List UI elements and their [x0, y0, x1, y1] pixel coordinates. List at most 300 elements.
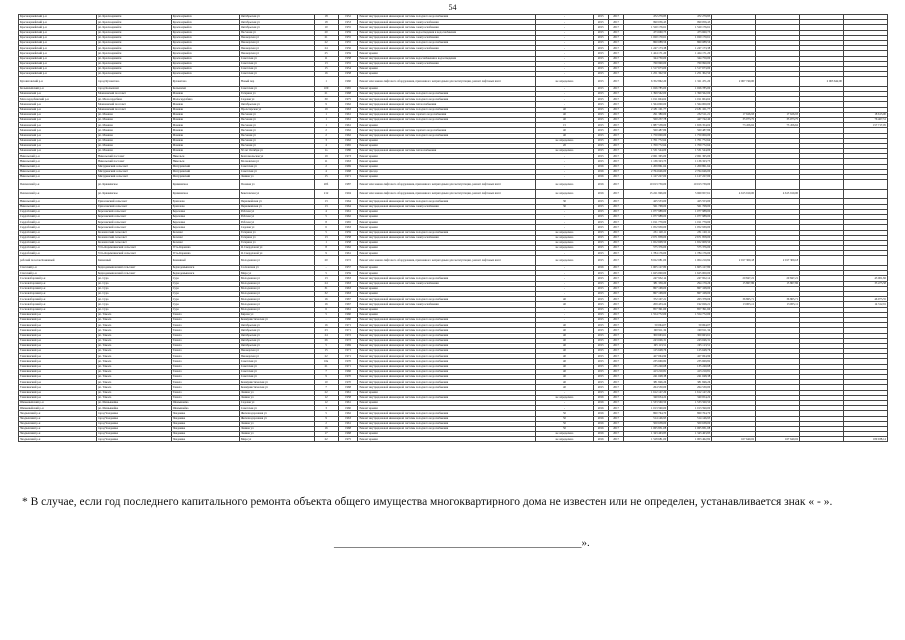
table-cell: 231 120,11 — [624, 230, 668, 235]
table-cell: 2 181 101,77 — [668, 107, 712, 112]
table-cell: 2017 — [608, 328, 623, 333]
table-cell: 2016 — [593, 432, 608, 437]
table-cell: 5 — [314, 230, 338, 235]
table-cell — [800, 437, 844, 442]
table-cell: 2017 — [608, 354, 623, 359]
table-cell: Песчаная ул — [239, 30, 314, 35]
table-cell: 16 — [314, 426, 338, 431]
table-cell: Беднодемьяновск — [171, 266, 239, 271]
table-cell: Мичуринский сельсовет — [97, 169, 172, 174]
table-cell: 1963 — [338, 286, 358, 291]
table-cell: 19 — [314, 154, 338, 159]
table-cell: 2 061 365,00 — [668, 154, 712, 159]
table-cell: 2016 — [593, 180, 608, 190]
table-cell: Ремонт крыши — [358, 246, 536, 251]
table-cell: 2017 — [608, 230, 623, 235]
table-cell: Сердобский р-н — [19, 209, 97, 214]
table-cell: Кряжимское — [171, 180, 239, 190]
table-cell: 2015 — [593, 302, 608, 307]
table-cell: 1958 — [338, 72, 358, 77]
table-cell: 18 — [314, 15, 338, 20]
table-cell: 17 — [314, 432, 338, 437]
table-cell: Мичуринский — [171, 164, 239, 169]
table-cell: 2017 — [608, 312, 623, 317]
table-cell: 1953 — [338, 20, 358, 25]
table-cell: 2 067 749,00 — [712, 77, 756, 87]
table-cell: 16 — [314, 72, 338, 77]
table-cell: 2015 — [593, 77, 608, 87]
table-cell: Ремонт внутридомовой инженерной системы холодного водоснабжения — [358, 328, 536, 333]
table-cell: Никольский р-н — [19, 175, 97, 180]
table-cell: Красноармейский р-н — [19, 15, 97, 20]
table-cell: Пионерская ул — [239, 40, 314, 45]
table-cell: Чаадаевский р-н — [19, 426, 97, 431]
table-cell: 2016 — [593, 426, 608, 431]
table-cell: 247 952,14 — [668, 276, 712, 281]
table-cell: 561 768,00 — [668, 204, 712, 209]
table-cell: 1962 — [338, 128, 358, 133]
table-cell: рп. Красноармейск — [97, 40, 172, 45]
table-cell: Ремонт крыши — [358, 175, 536, 180]
table-cell: 1 077 988,00 — [668, 209, 712, 214]
table-cell: 73 456,62 — [756, 123, 800, 128]
table-cell: 2015 — [593, 246, 608, 251]
table-cell: Первомайская ул — [239, 204, 314, 209]
table-cell: Ремонт крыши — [358, 406, 536, 411]
table-cell: Красноармейский р-н — [19, 46, 97, 51]
table-cell: Шемышейка — [171, 406, 239, 411]
table-cell: Ремонт фасада — [358, 169, 536, 174]
table-cell: рп. Тамала — [97, 338, 172, 343]
table-cell: 381 846,26 — [624, 380, 668, 385]
table-cell: Тамала — [171, 375, 239, 380]
table-cell: рп. Кряжимское — [97, 180, 172, 190]
table-cell: 212 — [314, 189, 338, 199]
table-cell: Красноармейский р-н — [19, 35, 97, 40]
table-cell: 2017 — [608, 66, 623, 71]
table-cell: Мокшан — [171, 102, 239, 107]
table-cell: 2017 — [608, 117, 623, 122]
table-cell: Пензенский р-н — [19, 180, 97, 190]
table-cell: 1 564 000,00 — [668, 102, 712, 107]
table-cell: 24 — [314, 333, 338, 338]
table-cell: Малосердобино — [171, 97, 239, 102]
table-cell: Пензенский р-н — [19, 189, 97, 199]
table-cell: 1962 — [338, 214, 358, 219]
table-cell: 575 376,00 — [668, 246, 712, 251]
table-cell: 4 615 919,00 — [756, 189, 800, 199]
table-cell: 16 — [314, 302, 338, 307]
table-cell: 2015 — [593, 323, 608, 328]
table-cell: Песчаная ул — [239, 128, 314, 133]
table-cell: рп. Тамала — [97, 354, 172, 359]
table-cell: не определено — [536, 235, 593, 240]
table-cell: Ремонт внутридомовой инженерной системы холодного водоснабжения — [358, 97, 536, 102]
table-cell: Тамалинский р-н — [19, 395, 97, 400]
table-cell: 9 — [314, 375, 338, 380]
table-cell: Березовка — [171, 214, 239, 219]
table-cell: 31 — [314, 286, 338, 291]
table-cell: 1 127 227,00 — [624, 175, 668, 180]
table-cell: Никольский р-н — [19, 204, 97, 209]
table-cell: 180 938,14 — [843, 437, 887, 442]
table-cell: Мичуринский — [171, 169, 239, 174]
table-cell: Мокшанский р-н — [19, 92, 97, 97]
table-cell: Тамалинский р-н — [19, 364, 97, 369]
table-cell: Мокшанский р-н — [19, 143, 97, 148]
table-cell: 15 — [314, 349, 338, 354]
table-cell: рп. Красноармейск — [97, 15, 172, 20]
table-cell: 100 — [314, 86, 338, 91]
table-cell: рп. Красноармейск — [97, 20, 172, 25]
table-cell: 15 867,86 — [756, 281, 800, 286]
table-cell: 2017 — [608, 25, 623, 30]
table-cell: Ремонт крыши — [358, 240, 536, 245]
table-cell: 9 — [314, 251, 338, 256]
table-cell: Чаадаевка — [171, 411, 239, 416]
table-cell: Мокшан — [171, 117, 239, 122]
table-cell: 1961 — [338, 112, 358, 117]
table-cell: Никольск — [171, 159, 239, 164]
table-cell: Кряжимское — [171, 189, 239, 199]
table-cell: 15 — [536, 123, 593, 128]
table-cell: 1 — [314, 112, 338, 117]
table-cell: Шемышейский р-н — [19, 406, 97, 411]
table-cell: Мокшан — [171, 107, 239, 112]
table-cell: Усть-Каремшинский сельсовет — [97, 251, 172, 256]
table-cell: 1965 — [338, 220, 358, 225]
table-cell: 13 — [314, 199, 338, 204]
table-cell: 2017 — [608, 369, 623, 374]
table-cell: Ремонт внутридомовой инженерной системы холодного водоснабжения — [358, 107, 536, 112]
table-cell: 4 — [314, 169, 338, 174]
table-cell: Мокшанский р-н — [19, 107, 97, 112]
table-cell: Ремонт внутридомовой инженерной системы холодного водоснабжения — [358, 375, 536, 380]
table-cell: 1956 — [338, 46, 358, 51]
table-cell: 243 046,31 — [668, 338, 712, 343]
table-cell: Чаадаевка — [171, 437, 239, 442]
table-cell: 1971 — [338, 354, 358, 359]
table-cell: Тамалинский р-н — [19, 359, 97, 364]
table-cell: рп. Тамала — [97, 380, 172, 385]
table-cell: 5 — [314, 312, 338, 317]
table-cell: 2 — [314, 164, 338, 169]
table-cell: Советская ул — [239, 164, 314, 169]
table-cell: рп. Сура — [97, 276, 172, 281]
table-cell: 381 846,26 — [668, 380, 712, 385]
table-cell: 22 — [314, 390, 338, 395]
table-cell: Красноармейский р-н — [19, 51, 97, 56]
table-cell: 8 022 081,00 — [624, 256, 668, 266]
table-cell: Октябрьская ул — [239, 25, 314, 30]
table-cell: 50 — [536, 411, 593, 416]
table-cell: 1 — [314, 77, 338, 87]
table-cell: Мокшан — [171, 149, 239, 154]
table-cell: 125 648,76 — [668, 349, 712, 354]
table-cell: 16а — [314, 359, 338, 364]
table-cell: Ремонт внутридомовой инженерной системы электроснабжения — [358, 204, 536, 209]
table-row — [19, 180, 888, 190]
table-cell: 10 — [314, 380, 338, 385]
table-cell: 2017 — [608, 271, 623, 276]
table-cell: 2015 — [593, 375, 608, 380]
table-cell: 990 056,45 — [624, 20, 668, 25]
table-cell: 13 — [314, 235, 338, 240]
table-cell: город Чаадаевка — [97, 411, 172, 416]
table-cell: рп. Кряжимское — [97, 189, 172, 199]
table-cell: Сура — [171, 307, 239, 312]
table-cell: рп. Сура — [97, 292, 172, 297]
table-cell: Ремонт внутридомовой инженерной системы электроснабжения — [358, 61, 536, 66]
table-cell: Советская ул — [239, 369, 314, 374]
table-cell: 1954 — [338, 66, 358, 71]
table-cell: Мокшанский р-н — [19, 133, 97, 138]
table-cell: - — [536, 92, 593, 97]
table-cell: 1955 — [338, 35, 358, 40]
table-cell: 1 136 323,75 — [668, 159, 712, 164]
table-cell: 2017 — [608, 385, 623, 390]
table-cell: Бекетовская ул — [239, 189, 314, 199]
table-cell: 24 — [314, 281, 338, 286]
table-cell: 1958 — [338, 235, 358, 240]
table-cell: 2015 — [593, 349, 608, 354]
table-cell: 472 279,83 — [624, 15, 668, 20]
table-cell: Беднодемьяновский сельсовет — [97, 266, 172, 271]
table-cell: 2015 — [593, 317, 608, 322]
table-cell: 2017 — [608, 149, 623, 154]
table-cell: Березовка — [171, 209, 239, 214]
table-cell: 2017 — [608, 297, 623, 302]
table-cell: 2017 — [608, 204, 623, 209]
table-cell: Песчаная ул — [239, 117, 314, 122]
table-cell: Тамалинский р-н — [19, 343, 97, 348]
table-cell: 2017 — [608, 432, 623, 437]
table-cell: Колемасский сельсовет — [97, 240, 172, 245]
table-cell: 22 — [314, 354, 338, 359]
table-cell: 1961 — [338, 123, 358, 128]
table-cell: 2017 — [608, 276, 623, 281]
table-cell: Ремонт внутридомовой инженерной системы водоотведения и водоснабжения — [358, 30, 536, 35]
table-cell: Тамалинский р-н — [19, 333, 97, 338]
table-cell: рп. Сура — [97, 286, 172, 291]
table-cell: Никольский р-н — [19, 159, 97, 164]
table-cell: 1 251 302,50 — [624, 72, 668, 77]
table-cell: 1 605 127,80 — [624, 266, 668, 271]
table-cell: 40 — [536, 385, 593, 390]
table-cell: 2015 — [593, 159, 608, 164]
table-cell: Советская ул — [239, 86, 314, 91]
table-cell: Ермоловский сельсовет — [97, 199, 172, 204]
table-cell: Ермолово — [171, 204, 239, 209]
table-cell: 2017 — [608, 112, 623, 117]
table-cell: 2017 — [608, 317, 623, 322]
table-cell: Красноармейск — [171, 61, 239, 66]
table-cell — [800, 180, 844, 190]
table-cell: Чаадаевка — [171, 416, 239, 421]
table-cell: 2016 — [593, 416, 608, 421]
table-cell: 20 — [314, 30, 338, 35]
table-cell: 1 612 147,29 — [624, 390, 668, 395]
table-cell: Молодежная ул — [239, 302, 314, 307]
table-cell: Мокшанский поссовет — [97, 92, 172, 97]
table-cell: 2017 — [608, 302, 623, 307]
table-cell: Молодежная ул — [239, 297, 314, 302]
table-cell: 1 077 988,00 — [668, 214, 712, 219]
table-cell: 2015 — [593, 107, 608, 112]
table-cell: Октябрьская ул — [239, 15, 314, 20]
table-cell: Ремонт внутридомовой инженерной системы горячего водоснабжения — [358, 112, 536, 117]
table-cell: 1 077 988,00 — [624, 209, 668, 214]
table-cell: Тамала — [171, 343, 239, 348]
table-cell: рп. Сура — [97, 297, 172, 302]
table-cell: 1 — [314, 117, 338, 122]
table-cell: 1 709 772,64 — [624, 143, 668, 148]
table-cell: - — [536, 46, 593, 51]
table-cell: Мичуринский — [171, 175, 239, 180]
table-cell: 2 061 365,00 — [624, 154, 668, 159]
table-cell: 46 975,55 — [843, 297, 887, 302]
table-cell: Тамала — [171, 317, 239, 322]
table-cell: 10 — [314, 25, 338, 30]
table-cell: 1 424 171,20 — [624, 51, 668, 56]
table-cell: 1 343 463,83 — [668, 432, 712, 437]
table-cell — [756, 77, 800, 87]
table-cell: 2015 — [593, 369, 608, 374]
table-cell: 8 — [314, 220, 338, 225]
table-cell: 195 113,51 — [624, 343, 668, 348]
table-cell: Пионерская ул — [239, 51, 314, 56]
table-cell — [843, 256, 887, 266]
table-cell: 867 168,00 — [624, 292, 668, 297]
table-cell: 195 113,51 — [668, 343, 712, 348]
table-cell: рп. Тамала — [97, 343, 172, 348]
table-cell: 1962 — [338, 133, 358, 138]
table-cell: Пионерская ул — [239, 349, 314, 354]
table-cell: 1 136 323,75 — [624, 159, 668, 164]
table-cell: 1961 — [338, 209, 358, 214]
table-cell: Ремонт внутридомовой инженерной системы холодного водоснабжения — [358, 411, 536, 416]
table-cell: Сура — [171, 281, 239, 286]
table-cell: 1959 — [338, 30, 358, 35]
table-cell: 14 312,91 — [843, 302, 887, 307]
table-cell: рп. Малосердобино — [97, 97, 172, 102]
table-cell: 2015 — [593, 333, 608, 338]
table-cell: Сердобский р-н — [19, 246, 97, 251]
table-cell: 2017 — [608, 175, 623, 180]
table-cell: 1963 — [338, 225, 358, 230]
table-cell: Ремонт внутридомовой инженерной системы электроснабжения — [358, 302, 536, 307]
table-cell: 2017 — [608, 400, 623, 405]
table-cell: 1 605 127,80 — [668, 266, 712, 271]
table-cell: Песчаная ул — [239, 133, 314, 138]
table-cell: 2016 — [593, 169, 608, 174]
table-cell: 40 — [536, 112, 593, 117]
table-cell: Усть-Каремшинский сельсовет — [97, 246, 172, 251]
table-cell: Тамала — [171, 338, 239, 343]
table-cell: 990 056,45 — [668, 20, 712, 25]
table-cell: рабочий поселок Каменный — [19, 256, 97, 266]
table-cell: 40 — [536, 297, 593, 302]
table-cell: Ремонт или замена лифтового оборудования, признанного непригодным для эксплуатации, ремонт лифтовых шахт — [358, 256, 536, 266]
table-cell: 241 048,38 — [624, 375, 668, 380]
table-cell: Октябрьская ул — [239, 102, 314, 107]
table-cell: 40 — [536, 128, 593, 133]
table-cell: рп. Тамала — [97, 364, 172, 369]
table-cell: Я. Свердловой ул — [239, 251, 314, 256]
table-cell: Ремонт крыши — [358, 307, 536, 312]
table-cell: Ермоловский сельсовет — [97, 204, 172, 209]
table-cell: 135 240,68 — [624, 364, 668, 369]
table-cell: - — [536, 214, 593, 219]
table-cell: 2016 — [593, 411, 608, 416]
table-cell: 2015 — [593, 307, 608, 312]
table-cell: 344 750,00 — [624, 56, 668, 61]
table-cell: 2016 — [593, 395, 608, 400]
table-cell: 2017 — [608, 51, 623, 56]
table-cell: 1964 — [338, 199, 358, 204]
table-cell: рп. Сура — [97, 302, 172, 307]
repair-register-table — [18, 14, 888, 442]
table-cell: 1960 — [338, 317, 358, 322]
table-cell: 2015 — [593, 46, 608, 51]
table-cell: 13 005,11 — [712, 302, 756, 307]
table-cell: Ленина ул — [239, 175, 314, 180]
table-cell: 40 — [536, 333, 593, 338]
table-cell: Красноармейский р-н — [19, 72, 97, 77]
table-cell: 2017 — [608, 159, 623, 164]
table-cell: 1 209 861,64 — [668, 164, 712, 169]
table-cell — [800, 256, 844, 266]
table-cell: 2017 — [608, 375, 623, 380]
table-cell: 1 127 227,00 — [668, 175, 712, 180]
table-cell: рп. Мокшан — [97, 128, 172, 133]
table-cell: Октябрьская ул — [239, 343, 314, 348]
table-cell: 514 146,93 — [668, 416, 712, 421]
table-cell: 2016 — [593, 189, 608, 199]
table-cell: 2017 — [608, 128, 623, 133]
table-cell: - — [536, 51, 593, 56]
table-cell: 867 168,00 — [624, 286, 668, 291]
table-cell: Ремонт внутридомовой инженерной системы холодного водоснабжения — [358, 15, 536, 20]
table-cell: 5 — [314, 411, 338, 416]
table-cell: 1960 — [338, 77, 358, 87]
table-cell: Сердобский р-н — [19, 235, 97, 240]
table-cell: 2015 — [593, 40, 608, 45]
table-cell: 857 391,60 — [624, 307, 668, 312]
table-cell: 1 887 558,00 — [624, 123, 668, 128]
table-cell: Шемышейский р-н — [19, 400, 97, 405]
table-cell: 1967 — [338, 297, 358, 302]
table-cell: 4 — [314, 209, 338, 214]
table-cell: Ремонт внутридомовой инженерной системы холодного водоснабжения — [358, 385, 536, 390]
table-cell: 1 652 608,50 — [624, 240, 668, 245]
table-cell: не определено — [536, 437, 593, 442]
table-cell: Октябрьская ул — [239, 328, 314, 333]
table-cell: 1971 — [338, 328, 358, 333]
table-cell: 73 456,62 — [712, 123, 756, 128]
table-row — [19, 437, 888, 442]
table-cell: 2015 — [593, 251, 608, 256]
table-cell: 1 077 988,00 — [624, 214, 668, 219]
table-cell: 1 750 000,00 — [624, 133, 668, 138]
table-cell: 2 671 858,00 — [624, 235, 668, 240]
table-cell: рп. Тамала — [97, 333, 172, 338]
table-cell: Ремонт внутридомовой инженерной системы холодного водоснабжения — [358, 40, 536, 45]
table-cell: Ремонт внутридомовой инженерной системы холодного водоснабжения — [358, 297, 536, 302]
table-cell: 2 — [314, 128, 338, 133]
table-cell: Ремонт или замена лифтового оборудования, признанного непригодным для эксплуатации, ремонт лифтовых шахт — [358, 77, 536, 87]
table-cell: Песчаная ул — [239, 112, 314, 117]
